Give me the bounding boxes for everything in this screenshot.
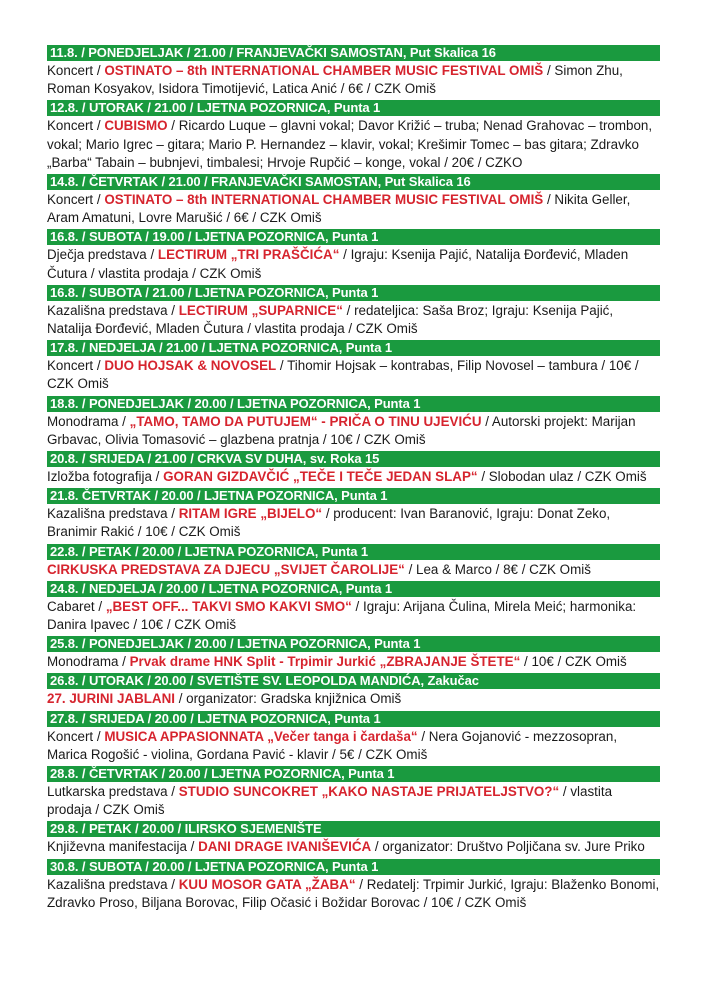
event-item bbox=[47, 451, 660, 488]
event-item bbox=[47, 396, 660, 451]
event-item bbox=[47, 285, 660, 340]
event-type: Kazališna predstava / bbox=[47, 876, 179, 892]
event-header: 17.8. / NEDJELJA / 21.00 / LJETNA POZORNICA, Punta 1 bbox=[47, 340, 660, 356]
event-item bbox=[47, 711, 660, 766]
event-details: / Ricardo Luque – glavni vokal; Davor Križić – truba; Nenad Grahovac – trombon, vokal; Mario Igrec – gitara; Mario P. Hernandez – klavir, vokal; Krešimir Tomec – bas gitara; Zdravko „Barba“ Tabain – bubnjevi, timbalesi; Hrvoje Rupčić – konge, vokal / 20€ / CZKO bbox=[47, 118, 653, 170]
event-header: 22.8. / PETAK / 20.00 / LJETNA POZORNICA, Punta 1 bbox=[47, 544, 660, 560]
event-header: 21.8. ČETVRTAK / 20.00 / LJETNA POZORNICA, Punta 1 bbox=[47, 488, 660, 504]
event-header: 26.8. / UTORAK / 20.00 / SVETIŠTE SV. LEOPOLDA MANDIĆA, Zakučac bbox=[47, 673, 660, 689]
event-details: / vlastita prodaja / CZK Omiš bbox=[47, 784, 613, 818]
event-title: LECTIRUM „SUPARNICE“ bbox=[178, 302, 343, 318]
event-details: / Autorski projekt: Marijan Grbavac, Olivia Tomasović – glazbena pratnja / 10€ / CZK Omiš bbox=[47, 413, 636, 447]
event-title: „TAMO, TAMO DA PUTUJEM“ - PRIČA O TINU UJEVIĆU bbox=[129, 413, 482, 429]
event-type: Koncert / bbox=[47, 63, 105, 78]
event-header: 18.8. / PONEDJELJAK / 20.00 / LJETNA POZORNICA, Punta 1 bbox=[47, 396, 660, 412]
event-type: Monodrama / bbox=[47, 413, 130, 429]
event-details: / Nera Gojanović - mezzosopran, Marica Rogošić - violina, Gordana Pavić - klavir / 5€ / CZK Omiš bbox=[47, 728, 618, 762]
event-description bbox=[47, 652, 660, 673]
event-title: GORAN GIZDAVČIĆ „TEČE I TEČE JEDAN SLAP“ bbox=[163, 469, 478, 485]
event-item bbox=[47, 636, 660, 673]
event-header: 30.8. / SUBOTA / 20.00 / LJETNA POZORNICA, Punta 1 bbox=[47, 859, 660, 875]
event-type: Koncert / bbox=[47, 118, 105, 134]
event-header: 28.8. / ČETVRTAK / 20.00 / LJETNA POZORNICA, Punta 1 bbox=[47, 766, 660, 782]
event-title: RITAM IGRE „BIJELO“ bbox=[178, 506, 323, 522]
event-description bbox=[47, 245, 660, 284]
event-type: Izložba fotografija / bbox=[47, 469, 164, 485]
event-header: 12.8. / UTORAK / 21.00 / LJETNA POZORNICA, Punta 1 bbox=[47, 100, 660, 116]
event-header: 11.8. / PONEDJELJAK / 21.00 / FRANJEVAČKI SAMOSTAN, Put Skalica 16 bbox=[47, 45, 660, 61]
event-type: Monodrama / bbox=[47, 654, 130, 670]
event-item bbox=[47, 100, 660, 174]
event-details: / Redatelj: Trpimir Jurkić, Igraju: Blaženko Bonomi, Zdravko Proso, Biljana Borovac, Filip Očasić i Božidar Borovac / 10€ / CZK Omiš bbox=[47, 876, 660, 910]
event-type: Kazališna predstava / bbox=[47, 506, 179, 522]
event-details: / Lea & Marco / 8€ / CZK Omiš bbox=[404, 561, 591, 577]
event-description bbox=[47, 875, 660, 914]
event-title: Prvak drame HNK Split - Trpimir Jurkić „ZBRAJANJE ŠTETE“ bbox=[129, 654, 521, 670]
event-details: / organizator: Društvo Poljičana sv. Jure Priko bbox=[371, 839, 645, 855]
event-item bbox=[47, 766, 660, 821]
event-type: Kazališna predstava / bbox=[47, 302, 179, 318]
event-item bbox=[47, 859, 660, 914]
event-type: Koncert / bbox=[47, 358, 105, 374]
event-details: / Simon Zhu, Roman Kosyakov, Isidora Timotijević, Latica Anić / 6€ / CZK Omiš bbox=[47, 63, 623, 97]
event-item bbox=[47, 174, 660, 229]
event-item bbox=[47, 45, 660, 100]
event-description bbox=[47, 689, 660, 710]
event-type: Lutkarska predstava / bbox=[47, 784, 179, 800]
event-title: MUSICA APPASIONNATA „Večer tanga i čardaša“ bbox=[104, 728, 418, 744]
event-description bbox=[47, 190, 660, 229]
event-description bbox=[47, 504, 660, 543]
event-details: / Igraju: Arijana Čulina, Mirela Meić; harmonika: Danira Ipavec / 10€ / CZK Omiš bbox=[47, 598, 637, 633]
event-item bbox=[47, 544, 660, 581]
event-type: Dječja predstava / bbox=[47, 247, 158, 263]
event-title: CUBISMO bbox=[104, 118, 168, 134]
event-type: Cabaret / bbox=[47, 598, 106, 614]
event-item bbox=[47, 581, 660, 636]
event-header: 20.8. / SRIJEDA / 21.00 / CRKVA SV DUHA, sv. Roka 15 bbox=[47, 451, 660, 467]
event-title: OSTINATO – 8th INTERNATIONAL CHAMBER MUSIC FESTIVAL OMIŠ bbox=[104, 63, 544, 78]
event-title: KUU MOSOR GATA „ŽABA“ bbox=[178, 876, 356, 892]
event-details: / producent: Ivan Baranović, Igraju: Donat Zeko, Branimir Rakić / 10€ / CZK Omiš bbox=[47, 506, 611, 540]
event-description bbox=[47, 116, 660, 174]
event-description bbox=[47, 356, 660, 395]
event-title: CIRKUSKA PREDSTAVA ZA DJECU „SVIJET ČAROLIJE“ bbox=[47, 561, 405, 577]
event-type: Koncert / bbox=[47, 192, 105, 208]
event-header: 29.8. / PETAK / 20.00 / ILIRSKO SJEMENIŠTE bbox=[47, 821, 660, 837]
event-description bbox=[47, 412, 660, 451]
event-description bbox=[47, 467, 660, 488]
event-description bbox=[47, 837, 660, 858]
event-description bbox=[47, 782, 660, 821]
event-header: 16.8. / SUBOTA / 21.00 / LJETNA POZORNICA, Punta 1 bbox=[47, 285, 660, 301]
event-details: / organizator: Gradska knjižnica Omiš bbox=[174, 691, 402, 707]
event-title: OSTINATO – 8th INTERNATIONAL CHAMBER MUSIC FESTIVAL OMIŠ bbox=[104, 192, 544, 208]
event-header: 25.8. / PONEDJELJAK / 20.00 / LJETNA POZORNICA, Punta 1 bbox=[47, 636, 660, 652]
event-description bbox=[47, 61, 660, 100]
event-details: / Tihomir Hojsak – kontrabas, Filip Novosel – tambura / 10€ / CZK Omiš bbox=[47, 358, 639, 392]
event-title: STUDIO SUNCOKRET „KAKO NASTAJE PRIJATELJSTVO?“ bbox=[178, 784, 560, 800]
event-item bbox=[47, 821, 660, 858]
event-item bbox=[47, 673, 660, 710]
event-title: LECTIRUM „TRI PRAŠČIĆA“ bbox=[157, 247, 340, 263]
event-item bbox=[47, 340, 660, 395]
event-details: / 10€ / CZK Omiš bbox=[520, 654, 627, 670]
event-description bbox=[47, 597, 660, 636]
event-details: / Nikita Geller, Aram Amatuni, Lovre Marušić / 6€ / CZK Omiš bbox=[47, 192, 631, 226]
event-title: 27. JURINI JABLANI bbox=[47, 691, 175, 707]
event-details: / Slobodan ulaz / CZK Omiš bbox=[477, 469, 647, 485]
event-item bbox=[47, 229, 660, 284]
event-type: Književna manifestacija / bbox=[47, 839, 199, 855]
event-item bbox=[47, 488, 660, 543]
event-description bbox=[47, 727, 660, 766]
event-description bbox=[47, 301, 660, 340]
event-title: DANI DRAGE IVANIŠEVIĆA bbox=[198, 839, 372, 855]
event-header: 27.8. / SRIJEDA / 20.00 / LJETNA POZORNICA, Punta 1 bbox=[47, 711, 660, 727]
event-title: DUO HOJSAK & NOVOSEL bbox=[104, 358, 277, 374]
event-title: „BEST OFF... TAKVI SMO KAKVI SMO“ bbox=[105, 598, 352, 614]
event-details: / Igraju: Ksenija Pajić, Natalija Đorđević, Mladen Čutura / vlastita prodaja / CZK Omiš bbox=[47, 247, 629, 281]
event-type: Koncert / bbox=[47, 728, 105, 744]
event-header: 16.8. / SUBOTA / 19.00 / LJETNA POZORNICA, Punta 1 bbox=[47, 229, 660, 245]
event-header: 24.8. / NEDJELJA / 20.00 / LJETNA POZORNICA, Punta 1 bbox=[47, 581, 660, 597]
event-header: 14.8. / ČETVRTAK / 21.00 / FRANJEVAČKI SAMOSTAN, Put Skalica 16 bbox=[47, 174, 660, 190]
event-description bbox=[47, 560, 660, 581]
event-list bbox=[47, 45, 660, 914]
event-details: / redateljica: Saša Broz; Igraju: Ksenija Pajić, Natalija Đorđević, Mladen Čutura / vlastita prodaja / CZK Omiš bbox=[47, 302, 614, 337]
